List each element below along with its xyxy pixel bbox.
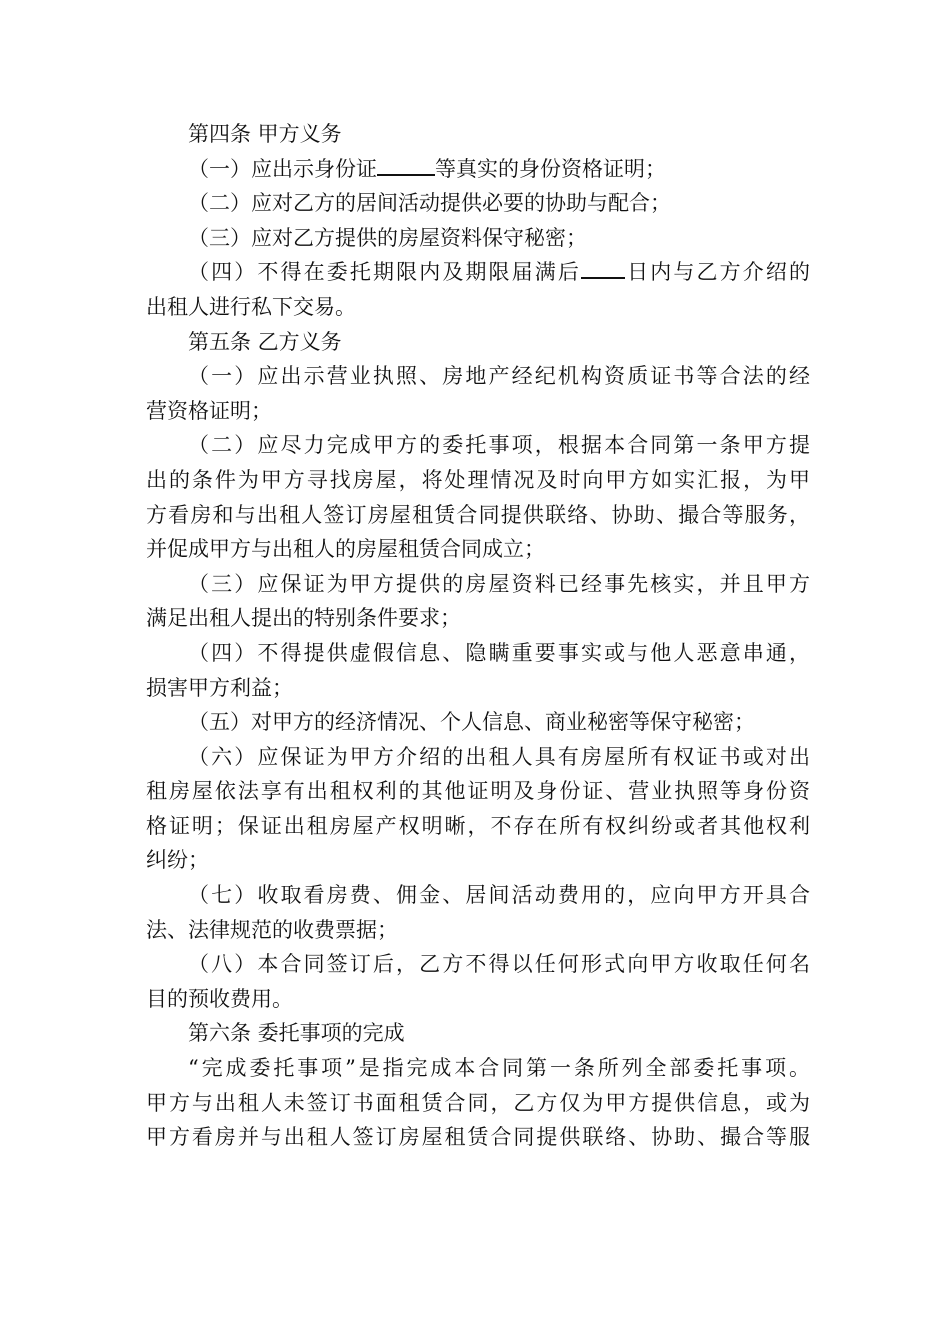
days-blank [581,258,625,279]
article-5-item-6-cont: 租房屋依法享有出租权利的其他证明及身份证、营业执照等身份资 [146,779,810,804]
article-6-paragraph: “完成委托事项”是指完成本合同第一条所列全部委托事项。 [188,1056,810,1081]
article-4-item-2: （二）应对乙方的居间活动提供必要的协助与配合； [188,191,671,216]
document-body [146,117,810,1155]
article-4-item-4-cont: 出租人进行私下交易。 [146,294,356,319]
article-4-item-4-text-after: 日内与乙方介绍的 [625,260,811,285]
article-5-item-2-cont: 并促成甲方与出租人的房屋租赁合同成立； [146,537,545,562]
article-6-paragraph-cont: 甲方看房并与出租人签订房屋租赁合同提供联络、协助、撮合等服 [146,1125,810,1150]
article-5-item-6-cont: 格证明；保证出租房屋产权明晰，不存在所有权纠纷或者其他权利 [146,813,810,838]
article-5-item-1: （一）应出示营业执照、房地产经纪机构资质证书等合法的经 [188,364,810,389]
article-4-item-1-text-before: （一）应出示身份证 [188,156,377,181]
article-5-item-4-cont: 损害甲方利益； [146,675,293,700]
article-4-item-3: （三）应对乙方提供的房屋资料保守秘密； [188,225,587,250]
article-4-item-4 [146,255,810,290]
article-5-item-7-cont: 法、法律规范的收费票据； [146,917,398,942]
article-5-item-6-cont: 纠纷； [146,848,209,873]
article-4-item-4-text-before: （四）不得在委托期限内及期限届满后 [188,260,582,285]
article-5-item-4: （四）不得提供虚假信息、隐瞒重要事实或与他人恶意串通， [188,640,810,665]
article-4-title: 第四条 甲方义务 [188,122,342,146]
id-document-blank [377,155,435,176]
article-5-item-1-cont: 营资格证明； [146,398,272,423]
article-4-item-1 [146,152,810,187]
article-5-item-8-cont: 目的预收费用。 [146,986,293,1011]
article-5-item-2-cont: 方看房和与出租人签订房屋租赁合同提供联络、协助、撮合等服务， [146,502,810,527]
article-5-item-3-cont: 满足出租人提出的特别条件要求； [146,606,461,631]
article-6-title: 第六条 委托事项的完成 [188,1021,405,1046]
article-5-item-3: （三）应保证为甲方提供的房屋资料已经事先核实，并且甲方 [188,571,810,596]
article-4-item-1-text-after: 等真实的身份资格证明； [435,156,666,181]
article-5-item-8: （八）本合同签订后，乙方不得以任何形式向甲方收取任何名 [188,952,810,977]
article-5-item-2: （二）应尽力完成甲方的委托事项，根据本合同第一条甲方提 [188,433,810,458]
article-5-title: 第五条 乙方义务 [188,329,342,354]
article-5-item-5: （五）对甲方的经济情况、个人信息、商业秘密等保守秘密； [188,710,755,735]
article-6-paragraph-cont: 甲方与出租人未签订书面租赁合同，乙方仅为甲方提供信息，或为 [146,1090,810,1115]
article-5-item-6: （六）应保证为甲方介绍的出租人具有房屋所有权证书或对出 [188,744,810,769]
article-5-item-2-cont: 出的条件为甲方寻找房屋，将处理情况及时向甲方如实汇报，为甲 [146,467,810,492]
article-5-item-7: （七）收取看房费、佣金、居间活动费用的，应向甲方开具合 [188,883,810,908]
